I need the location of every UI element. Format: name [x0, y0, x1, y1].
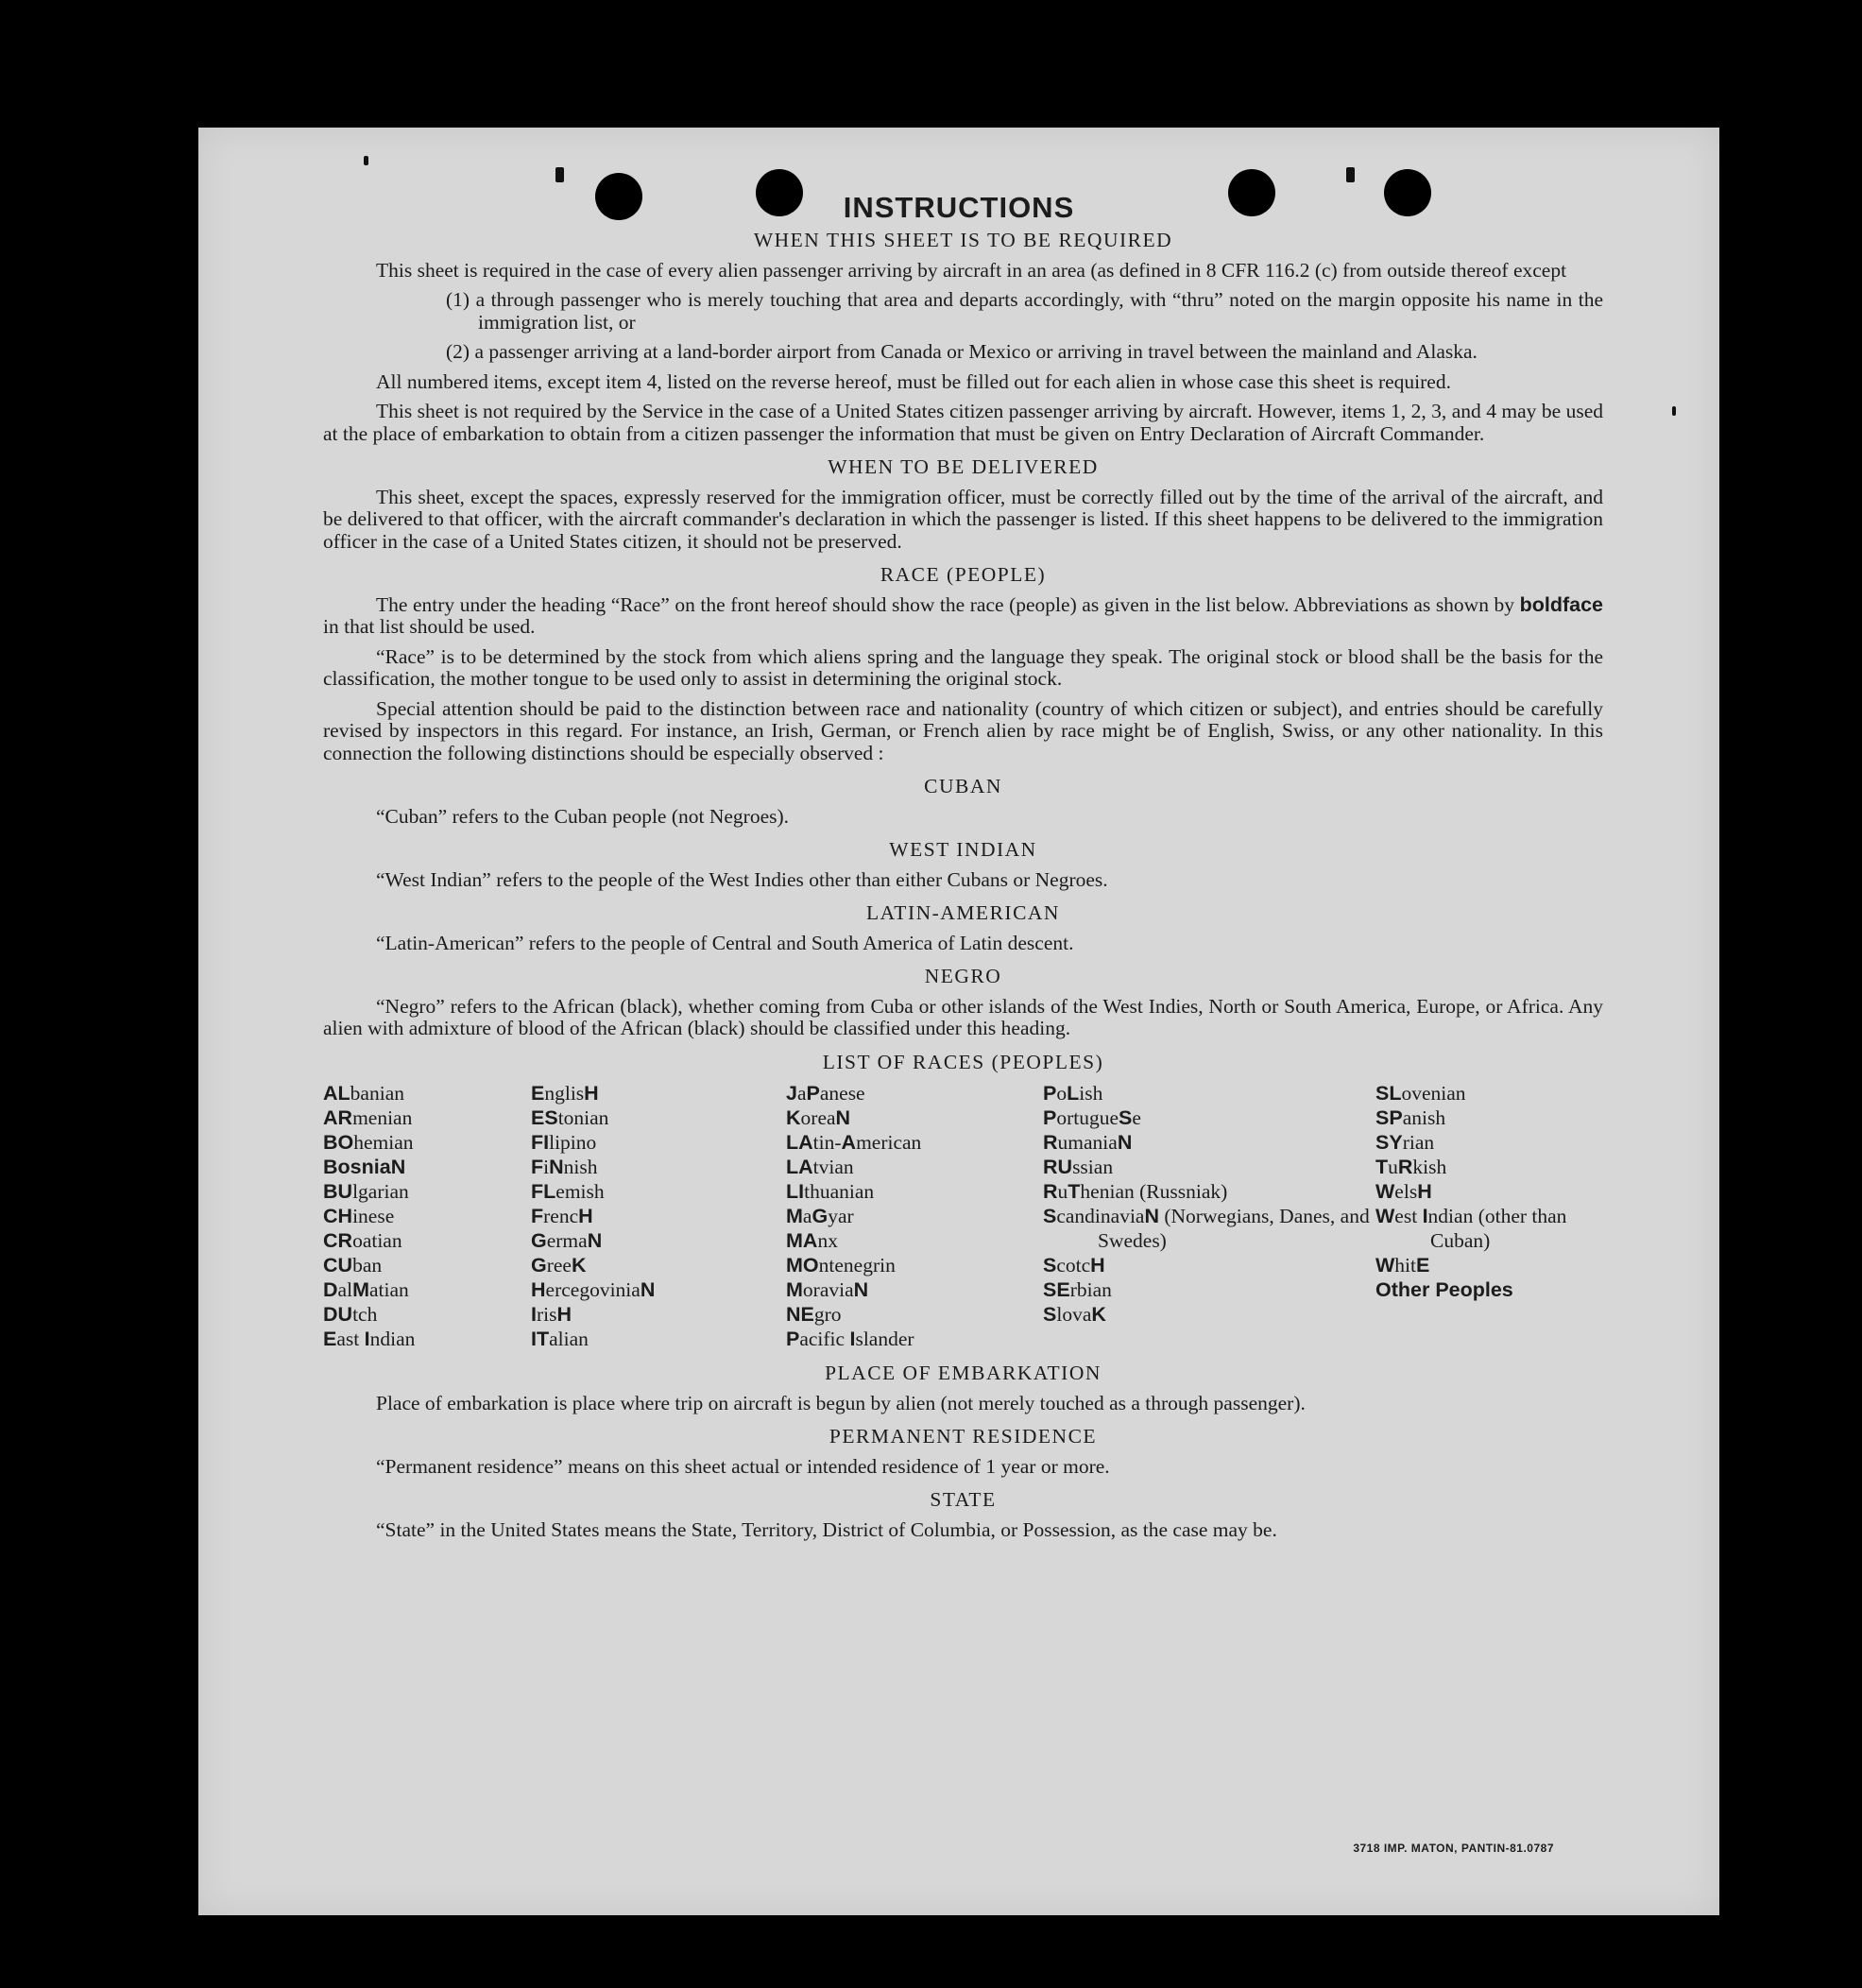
list-item: (1) a through passenger who is merely touching that area and departs accordingly, with “thru” noted on the margin opposite his name in the immigration list, or [446, 288, 1603, 334]
race-entry [531, 1253, 786, 1277]
race-abbrev: N [640, 1278, 656, 1301]
race-entry [786, 1081, 1043, 1105]
race-entry [786, 1277, 1043, 1302]
race-text: erma [546, 1229, 588, 1252]
race-text: menian [352, 1106, 413, 1129]
race-entry [531, 1204, 786, 1228]
race-text: ndian [369, 1328, 416, 1350]
race-abbrev: P [806, 1082, 820, 1105]
print-footer: 3718 IMP. MATON, PANTIN-81.0787 [1353, 1842, 1554, 1855]
race-abbrev: E [323, 1328, 337, 1350]
race-text: ssian [1072, 1156, 1114, 1178]
race-entry [786, 1253, 1043, 1277]
race-entry [1043, 1105, 1375, 1130]
race-abbrev: W [1375, 1180, 1395, 1203]
race-text: inese [352, 1205, 395, 1227]
section-heading: STATE [930, 1488, 997, 1511]
race-abbrev: N [549, 1156, 564, 1178]
race-text: ndian (other than Cuban) [1427, 1205, 1567, 1252]
race-abbrev: R [1043, 1131, 1058, 1154]
race-entry [1375, 1105, 1602, 1130]
race-text: slander [855, 1328, 914, 1350]
list-item: (2) a passenger arriving at a land-border airport from Canada or Mexico or arriving in travel between the mainland and Alaska. [446, 340, 1478, 363]
race-text: thuanian [804, 1180, 875, 1203]
paragraph: This sheet is required in the case of every alien passenger arriving by aircraft in an area (as defined in 8 CFR 116.2 (c) from outside thereof except [376, 258, 1567, 282]
race-abbrev: K [1091, 1303, 1106, 1326]
race-abbrev: W [1375, 1254, 1395, 1277]
race-entry [1043, 1130, 1375, 1155]
race-abbrev: T [1375, 1156, 1389, 1178]
race-abbrev: G [531, 1254, 547, 1277]
race-text: est [1394, 1205, 1423, 1227]
race-abbrev: N [587, 1229, 603, 1252]
race-abbrev: CR [323, 1229, 353, 1252]
page-title: INSTRUCTIONS [843, 191, 1075, 224]
race-entry [531, 1155, 786, 1179]
race-text: ntenegrin [818, 1254, 896, 1277]
race-text: ris [536, 1303, 557, 1326]
race-text: tvian [812, 1156, 854, 1178]
race-text: acific [799, 1328, 850, 1350]
race-abbrev: S [1043, 1254, 1057, 1277]
race-abbrev: N [1144, 1205, 1159, 1227]
race-abbrev: P [1043, 1082, 1057, 1105]
race-abbrev: S [1119, 1106, 1133, 1129]
race-text: els [1394, 1180, 1418, 1203]
race-abbrev: I [849, 1328, 856, 1350]
race-entry [531, 1130, 786, 1155]
race-entry [323, 1302, 531, 1327]
race-abbrev: P [786, 1328, 800, 1350]
race-entry [323, 1081, 531, 1105]
race-abbrev: R [1397, 1156, 1413, 1178]
race-text: yar [828, 1205, 854, 1227]
race-entry [1375, 1179, 1602, 1204]
races-column [531, 1081, 786, 1351]
race-abbrev: SE [1043, 1278, 1070, 1301]
race-text: u [1057, 1180, 1068, 1203]
race-entry [786, 1130, 1043, 1155]
race-text: orea [800, 1106, 836, 1129]
race-abbrev: H [584, 1082, 599, 1105]
race-text: candinavia [1056, 1205, 1145, 1227]
text: in that list should be used. [323, 615, 536, 638]
speck [1346, 167, 1355, 182]
section-heading: PERMANENT RESIDENCE [829, 1425, 1098, 1448]
race-abbrev: H [1090, 1254, 1105, 1277]
race-entry [531, 1179, 786, 1204]
race-abbrev: E [531, 1082, 545, 1105]
race-abbrev: R [1043, 1180, 1058, 1203]
race-abbrev: SL [1375, 1082, 1402, 1105]
race-entry [531, 1081, 786, 1105]
race-entry [323, 1130, 531, 1155]
race-abbrev: N [853, 1278, 869, 1301]
race-abbrev: MA [786, 1229, 818, 1252]
race-abbrev: ES [531, 1106, 558, 1129]
race-abbrev: N [390, 1156, 406, 1178]
race-text: a [796, 1082, 807, 1105]
race-text: emish [555, 1180, 605, 1203]
race-entry [323, 1105, 531, 1130]
race-abbrev: CH [323, 1205, 353, 1227]
race-abbrev: I [364, 1328, 370, 1350]
race-abbrev: Bosnia [323, 1156, 391, 1178]
race-abbrev: L [1067, 1082, 1080, 1105]
race-text: gro [813, 1303, 842, 1326]
section-heading: LIST OF RACES (PEOPLES) [822, 1050, 1104, 1073]
race-abbrev: K [786, 1106, 801, 1129]
race-abbrev: BU [323, 1180, 353, 1203]
race-text: renc [543, 1205, 579, 1227]
race-text: tch [352, 1303, 378, 1326]
section-heading: NEGRO [924, 965, 1002, 987]
race-entry [531, 1277, 786, 1302]
race-text: oatian [352, 1229, 402, 1252]
race-text: cotc [1056, 1254, 1091, 1277]
race-abbrev: H [1417, 1180, 1432, 1203]
race-entry [1375, 1277, 1602, 1302]
race-abbrev: AR [323, 1106, 353, 1129]
race-text: i [543, 1156, 550, 1178]
race-entry [531, 1327, 786, 1351]
race-abbrev: Other Peoples [1375, 1278, 1513, 1301]
race-entry [323, 1327, 531, 1351]
race-abbrev: I [1422, 1205, 1428, 1227]
race-text: ban [352, 1254, 383, 1277]
race-abbrev: N [1117, 1131, 1133, 1154]
speck [364, 156, 368, 165]
race-text: lipino [549, 1131, 597, 1154]
race-abbrev: LA [786, 1156, 813, 1178]
race-entry [1375, 1253, 1602, 1277]
race-text: lova [1056, 1303, 1092, 1326]
race-entry [786, 1302, 1043, 1327]
text: The entry under the heading “Race” on the front hereof should show the race (people) as given in the list below. Abbreviations as shown by [376, 592, 1520, 616]
race-abbrev: M [786, 1205, 803, 1227]
paragraph: Place of embarkation is place where trip on aircraft is begun by alien (not merely touched as a through passenger). [376, 1391, 1306, 1414]
race-abbrev: I [531, 1303, 537, 1326]
race-abbrev: M [786, 1278, 803, 1301]
race-text: ortugue [1056, 1106, 1119, 1129]
document-sheet [198, 128, 1719, 1915]
race-text: kish [1412, 1156, 1447, 1178]
paragraph: “Permanent residence” means on this sheet actual or intended residence of 1 year or more. [376, 1454, 1110, 1478]
race-text: rian [1402, 1131, 1435, 1154]
race-abbrev: FL [531, 1180, 556, 1203]
race-abbrev: N [835, 1106, 851, 1129]
race-entry [323, 1179, 531, 1204]
race-abbrev: T [1068, 1180, 1081, 1203]
race-abbrev: D [323, 1278, 338, 1301]
section-heading: LATIN-AMERICAN [866, 901, 1060, 924]
race-entry [1375, 1081, 1602, 1105]
paragraph: “Cuban” refers to the Cuban people (not Negroes). [376, 804, 790, 828]
race-abbrev: S [1043, 1303, 1057, 1326]
race-text: u [1388, 1156, 1398, 1178]
paragraph: This sheet is not required by the Service in the case of a United States citizen passenger arriving by aircraft. However, items 1, 2, 3, and 4 may be used at the place of embarkation to obtain from a citizen passenger the information that must be given on Entry Declaration of Aircraft Commander. [323, 400, 1603, 445]
race-text: al [337, 1278, 353, 1301]
races-list [323, 1081, 1603, 1351]
race-text: alian [549, 1328, 589, 1350]
race-text: ovenian [1401, 1082, 1466, 1105]
race-abbrev: J [786, 1082, 797, 1105]
race-entry [531, 1228, 786, 1253]
race-entry [786, 1179, 1043, 1204]
races-column [1375, 1081, 1602, 1351]
paragraph: This sheet, except the spaces, expressly reserved for the immigration officer, must be correctly filled out by the time of the arrival of the aircraft, and be delivered to that officer, with the aircraft commander's declaration in which the passenger is listed. If this sheet happens to be delivered to the immigration officer in the case of a United States citizen, it should not be preserved. [323, 485, 1603, 553]
race-entry [531, 1105, 786, 1130]
race-abbrev: M [352, 1278, 369, 1301]
race-abbrev: SP [1375, 1106, 1403, 1129]
race-abbrev: AL [323, 1082, 350, 1105]
paragraph: “West Indian” refers to the people of the West Indies other than either Cubans or Negroes. [376, 867, 1108, 891]
race-text: lgarian [352, 1180, 409, 1203]
race-abbrev: BO [323, 1131, 354, 1154]
race-entry [1043, 1179, 1375, 1204]
paragraph: All numbered items, except item 4, listed on the reverse hereof, must be filled out for each alien in whose case this sheet is required. [376, 369, 1451, 393]
race-entry [786, 1228, 1043, 1253]
race-entry [1043, 1204, 1375, 1253]
race-text: oravia [802, 1278, 854, 1301]
section-heading: WEST INDIAN [889, 838, 1037, 861]
race-text: tonian [557, 1106, 609, 1129]
paragraph [323, 594, 1603, 639]
race-entry [531, 1302, 786, 1327]
speck [1672, 406, 1676, 416]
race-entry [1375, 1155, 1602, 1179]
race-text: o [1056, 1082, 1068, 1105]
race-abbrev: FI [531, 1131, 550, 1154]
section-heading: RACE (PEOPLE) [880, 563, 1047, 586]
race-entry [786, 1155, 1043, 1179]
race-text: ercegovinia [545, 1278, 641, 1301]
race-text: atian [368, 1278, 409, 1301]
race-abbrev: DU [323, 1303, 353, 1326]
races-column [1043, 1081, 1375, 1351]
race-abbrev: P [1043, 1106, 1057, 1129]
race-text: nglis [544, 1082, 585, 1105]
race-abbrev: IT [531, 1328, 550, 1350]
section-heading: WHEN TO BE DELIVERED [828, 455, 1099, 478]
race-text: (Norwegians, Danes, and Swedes) [1098, 1205, 1370, 1252]
race-abbrev: SY [1375, 1131, 1403, 1154]
race-abbrev: W [1375, 1205, 1395, 1227]
race-entry [323, 1155, 531, 1179]
races-column [323, 1081, 531, 1351]
paragraph: “Latin-American” refers to the people of Central and South America of Latin descent. [376, 931, 1074, 954]
race-entry [1043, 1081, 1375, 1105]
race-abbrev: CU [323, 1254, 353, 1277]
race-abbrev: H [556, 1303, 572, 1326]
race-abbrev: H [578, 1205, 593, 1227]
race-text: hit [1394, 1254, 1416, 1277]
race-entry [1043, 1277, 1375, 1302]
race-abbrev: RU [1043, 1156, 1073, 1178]
paragraph: Special attention should be paid to the distinction between race and nationality (country of which citizen or subject), and entries should be carefully revised by inspectors in this regard. For instance, an Irish, German, or French alien by race might be of English, Swiss, or any other nationality. In this connection the following distinctions should be especially observed : [323, 696, 1603, 764]
race-abbrev: S [1043, 1205, 1057, 1227]
race-text: umania [1057, 1131, 1118, 1154]
race-abbrev: MO [786, 1254, 819, 1277]
race-abbrev: NE [786, 1303, 814, 1326]
race-entry [1043, 1155, 1375, 1179]
race-text: rbian [1069, 1278, 1112, 1301]
bold-text: boldface [1519, 592, 1603, 616]
speck [555, 167, 564, 182]
paragraph: “State” in the United States means the State, Territory, District of Columbia, or Possession, as the case may be. [376, 1517, 1277, 1541]
race-text: tin- [812, 1131, 842, 1154]
instructions-body [323, 230, 1603, 1549]
race-text: banian [350, 1082, 404, 1105]
race-entry [323, 1228, 531, 1253]
race-abbrev: G [811, 1205, 829, 1227]
race-text: ree [546, 1254, 572, 1277]
race-text: e [1132, 1106, 1141, 1129]
paragraph: “Race” is to be determined by the stock from which aliens spring and the language they speak. The original stock or blood shall be the basis for the classification, the mother tongue to be used only to assist in determining the original stock. [323, 644, 1603, 690]
race-abbrev: E [1416, 1254, 1430, 1277]
paragraph: “Negro” refers to the African (black), whether coming from Cuba or other islands of the West Indies, North or South America, Europe, or Africa. Any alien with admixture of blood of the African (black) should be classified under this heading. [323, 994, 1603, 1039]
race-abbrev: K [571, 1254, 587, 1277]
race-entry [786, 1327, 1043, 1351]
race-entry [323, 1204, 531, 1228]
race-entry [323, 1277, 531, 1302]
race-abbrev: H [531, 1278, 546, 1301]
race-text: nx [817, 1229, 838, 1252]
race-text: merican [856, 1131, 922, 1154]
race-abbrev: LI [786, 1180, 805, 1203]
race-abbrev: LA [786, 1131, 813, 1154]
race-text: a [802, 1205, 812, 1227]
race-entry [786, 1105, 1043, 1130]
race-entry [323, 1253, 531, 1277]
race-entry [1043, 1302, 1375, 1327]
race-entry [1375, 1130, 1602, 1155]
race-text: anish [1402, 1106, 1446, 1129]
race-text: anese [819, 1082, 865, 1105]
race-entry [1043, 1253, 1375, 1277]
race-abbrev: G [531, 1229, 547, 1252]
race-entry [786, 1204, 1043, 1228]
race-text: ast [336, 1328, 365, 1350]
section-heading: CUBAN [924, 775, 1002, 797]
race-text: henian (Russniak) [1080, 1180, 1228, 1203]
race-abbrev: A [841, 1131, 857, 1154]
race-abbrev: F [531, 1205, 544, 1227]
race-text: nish [563, 1156, 598, 1178]
section-heading: PLACE OF EMBARKATION [825, 1362, 1102, 1384]
race-abbrev: F [531, 1156, 544, 1178]
races-column [786, 1081, 1043, 1351]
race-entry [1375, 1204, 1602, 1253]
race-text: hemian [353, 1131, 414, 1154]
race-text: ish [1079, 1082, 1103, 1105]
section-heading: WHEN THIS SHEET IS TO BE REQUIRED [753, 229, 1173, 251]
